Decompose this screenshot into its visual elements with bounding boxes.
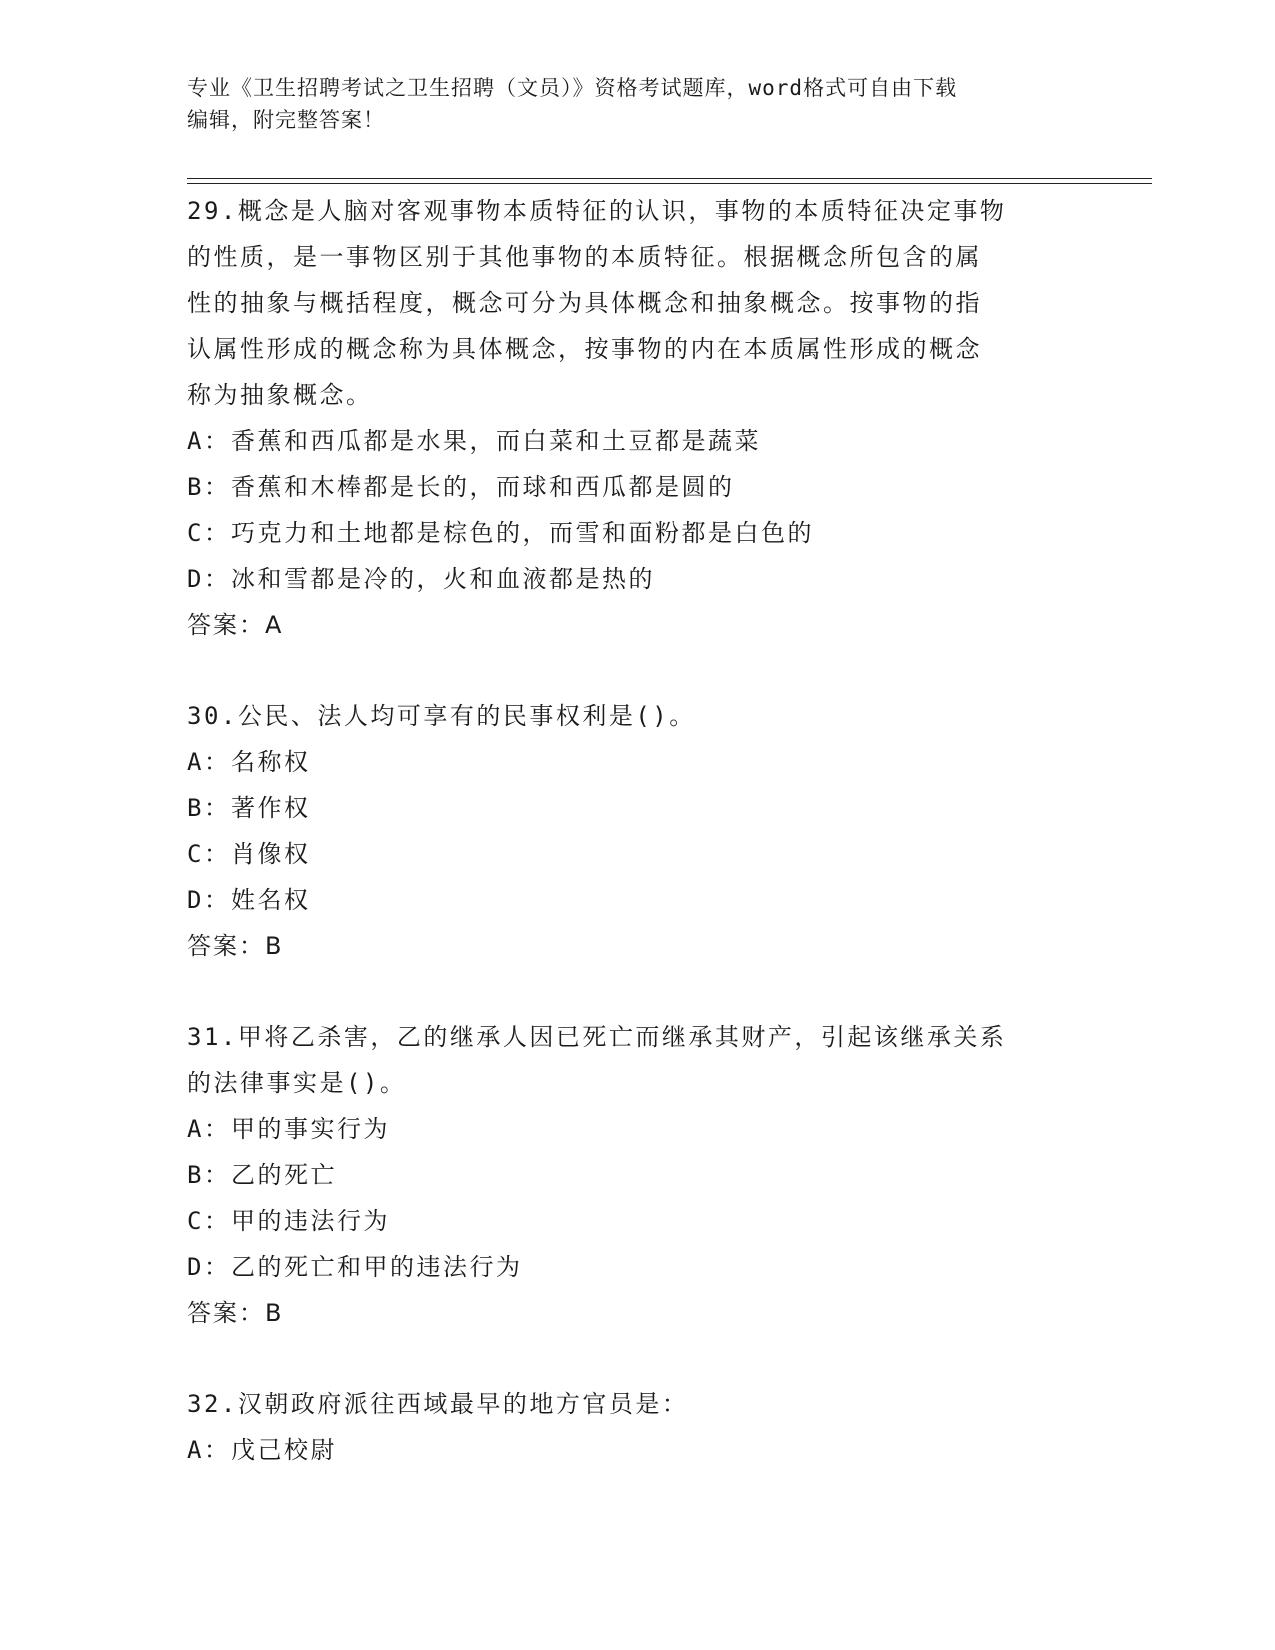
- document-header: [187, 72, 1087, 136]
- option-c: [187, 831, 1087, 877]
- question-29: [187, 188, 1087, 648]
- option-d: [187, 1244, 1087, 1290]
- header-line-1: 专业《卫生招聘考试之卫生招聘（文员）》资格考试题库，word格式可自由下载: [187, 76, 958, 100]
- option-key: D：: [187, 565, 231, 593]
- header-divider-bottom: [187, 183, 1152, 184]
- question-text-line: 称为抽象概念。: [187, 381, 373, 409]
- option-d: [187, 556, 1087, 602]
- question-text-line: 认属性形成的概念称为具体概念，按事物的内在本质属性形成的概念: [187, 335, 982, 363]
- option-text: 甲的违法行为: [231, 1207, 390, 1235]
- option-key: D：: [187, 886, 231, 914]
- option-text: 肖像权: [231, 840, 311, 868]
- answer-label: 答案：B: [187, 932, 284, 960]
- answer-label: 答案：B: [187, 1299, 284, 1327]
- option-key: A：: [187, 1436, 231, 1464]
- question-spacer: [187, 648, 1087, 693]
- option-text: 冰和雪都是冷的，火和血液都是热的: [231, 565, 655, 593]
- question-30: [187, 693, 1087, 969]
- option-key: B：: [187, 473, 231, 501]
- option-key: A：: [187, 748, 231, 776]
- option-a: [187, 739, 1087, 785]
- question-text-line: 30.公民、法人均可享有的民事权利是()。: [187, 702, 696, 730]
- option-a: [187, 1106, 1087, 1152]
- option-text: 著作权: [231, 794, 311, 822]
- option-b: [187, 1152, 1087, 1198]
- option-key: B：: [187, 1161, 231, 1189]
- option-key: A：: [187, 1115, 231, 1143]
- option-text: 香蕉和西瓜都是水果，而白菜和土豆都是蔬菜: [231, 427, 761, 455]
- question-text-line: 的法律事实是()。: [187, 1069, 407, 1097]
- question-spacer: [187, 969, 1087, 1014]
- option-a: [187, 1427, 1087, 1473]
- option-text: 名称权: [231, 748, 311, 776]
- option-text: 巧克力和土地都是棕色的，而雪和面粉都是白色的: [231, 519, 814, 547]
- option-text: 戊己校尉: [231, 1436, 337, 1464]
- question-text-line: 性的抽象与概括程度，概念可分为具体概念和抽象概念。按事物的指: [187, 289, 982, 317]
- option-key: C：: [187, 840, 231, 868]
- question-text-line: 的性质，是一事物区别于其他事物的本质特征。根据概念所包含的属: [187, 243, 982, 271]
- question-32: [187, 1381, 1087, 1473]
- option-key: A：: [187, 427, 231, 455]
- option-key: D：: [187, 1253, 231, 1281]
- option-a: [187, 418, 1087, 464]
- option-key: C：: [187, 519, 231, 547]
- option-c: [187, 510, 1087, 556]
- option-d: [187, 877, 1087, 923]
- option-text: 甲的事实行为: [231, 1115, 390, 1143]
- question-list: [187, 188, 1087, 1473]
- option-b: [187, 785, 1087, 831]
- option-c: [187, 1198, 1087, 1244]
- question-text-line: 32.汉朝政府派往西域最早的地方官员是：: [187, 1390, 689, 1418]
- option-b: [187, 464, 1087, 510]
- question-text-line: 31.甲将乙杀害，乙的继承人因已死亡而继承其财产，引起该继承关系: [187, 1023, 1007, 1051]
- option-text: 乙的死亡: [231, 1161, 337, 1189]
- question-spacer: [187, 1336, 1087, 1381]
- question-text-line: 29.概念是人脑对客观事物本质特征的认识，事物的本质特征决定事物: [187, 197, 1007, 225]
- option-text: 乙的死亡和甲的违法行为: [231, 1253, 523, 1281]
- answer-label: 答案：A: [187, 611, 284, 639]
- option-text: 香蕉和木棒都是长的，而球和西瓜都是圆的: [231, 473, 735, 501]
- header-line-2: 编辑，附完整答案！: [187, 108, 385, 132]
- option-key: C：: [187, 1207, 231, 1235]
- header-divider-top: [187, 178, 1152, 179]
- option-key: B：: [187, 794, 231, 822]
- option-text: 姓名权: [231, 886, 311, 914]
- question-31: [187, 1014, 1087, 1336]
